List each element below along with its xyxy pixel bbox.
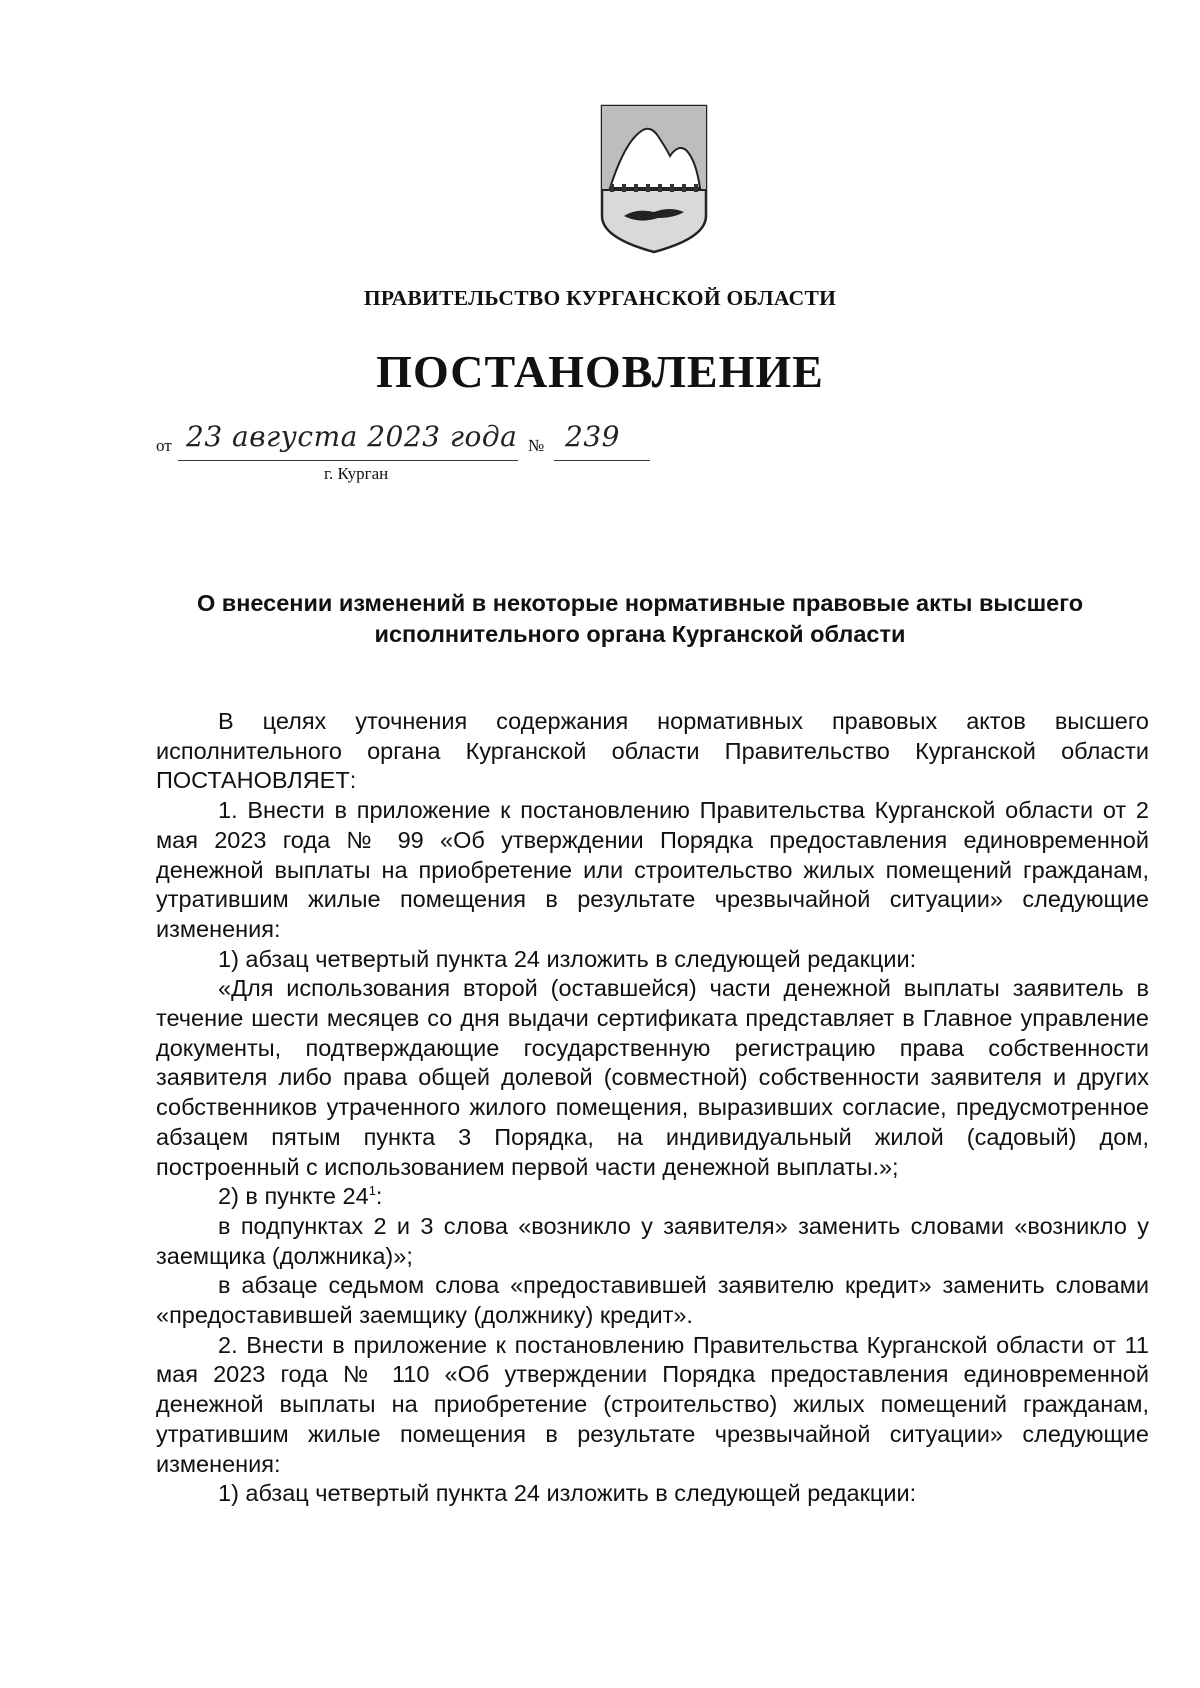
superscript: 1 [368, 1183, 376, 1199]
paragraph: 2. Внести в приложение к постановлению Правительства Курганской области от 11 мая 2023 года № 110 «Об утверждении Порядка предоставления единовременной денежной выплаты на приобретение (строительство) жилых помещений гражданам, утратившим жилые помещения в результате чрезвычайной ситуации» следующие изменения: [156, 1331, 1149, 1477]
government-name: ПРАВИТЕЛЬСТВО КУРГАНСКОЙ ОБЛАСТИ [363, 286, 837, 310]
paragraph: в абзаце седьмом слова «предоставившей заявителю кредит» заменить словами «предоставившей заемщику (должнику) кредит». [156, 1272, 1149, 1329]
document-type: ПОСТАНОВЛЕНИЕ [376, 346, 824, 397]
handwritten-date: 23 августа 2023 года [186, 420, 518, 453]
paragraph: в подпунктах 2 и 3 слова «возникло у заявителя» заменить словами «возникло у заемщика (должника)»; [156, 1212, 1149, 1269]
handwritten-number: 239 [565, 420, 620, 453]
document-body [156, 707, 1149, 1509]
city: г. Курган [324, 464, 389, 483]
number-underline [554, 460, 650, 461]
paragraph-text: 2) в пункте 24 [218, 1183, 369, 1210]
coat-of-arms-icon [600, 104, 708, 254]
from-label: от [156, 436, 172, 455]
number-label: № [528, 436, 545, 455]
paragraph: «Для использования второй (оставшейся) части денежной выплаты заявитель в течение шести месяцев со дня выдачи сертификата представляет в Главное управление документы, подтверждающие государственную регистрацию права собственности заявителя либо права общей долевой (совместной) собственности заявителя и других собственников утраченного жилого помещения, выразивших согласие, предусмотренное абзацем пятым пункта 3 Порядка, на индивидуальный жилой (садовый) дом, построенный с использованием первой части денежной выплаты.»; [156, 975, 1149, 1180]
paragraph [156, 1182, 1149, 1212]
paragraph: 1) абзац четвертый пункта 24 изложить в следующей редакции: [218, 1480, 917, 1507]
date-underline [178, 460, 518, 461]
paragraph: 1) абзац четвертый пункта 24 изложить в следующей редакции: [218, 945, 917, 972]
document-title: О внесении изменений в некоторые нормативные правовые акты высшего исполнительного органа Курганской области [196, 590, 1084, 647]
paragraph: 1. Внести в приложение к постановлению Правительства Курганской области от 2 мая 2023 года № 99 «Об утверждении Порядка предоставления единовременной денежной выплаты на приобретение или строительство жилых помещений гражданам, утратившим жилые помещения в результате чрезвычайной ситуации» следующие изменения: [156, 797, 1149, 942]
paragraph: В целях уточнения содержания нормативных правовых актов высшего исполнительного органа Курганской области Правительство Курганской области ПОСТАНОВЛЯЕТ: [156, 708, 1149, 794]
dateline [156, 420, 676, 512]
paragraph-text: : [375, 1183, 383, 1210]
